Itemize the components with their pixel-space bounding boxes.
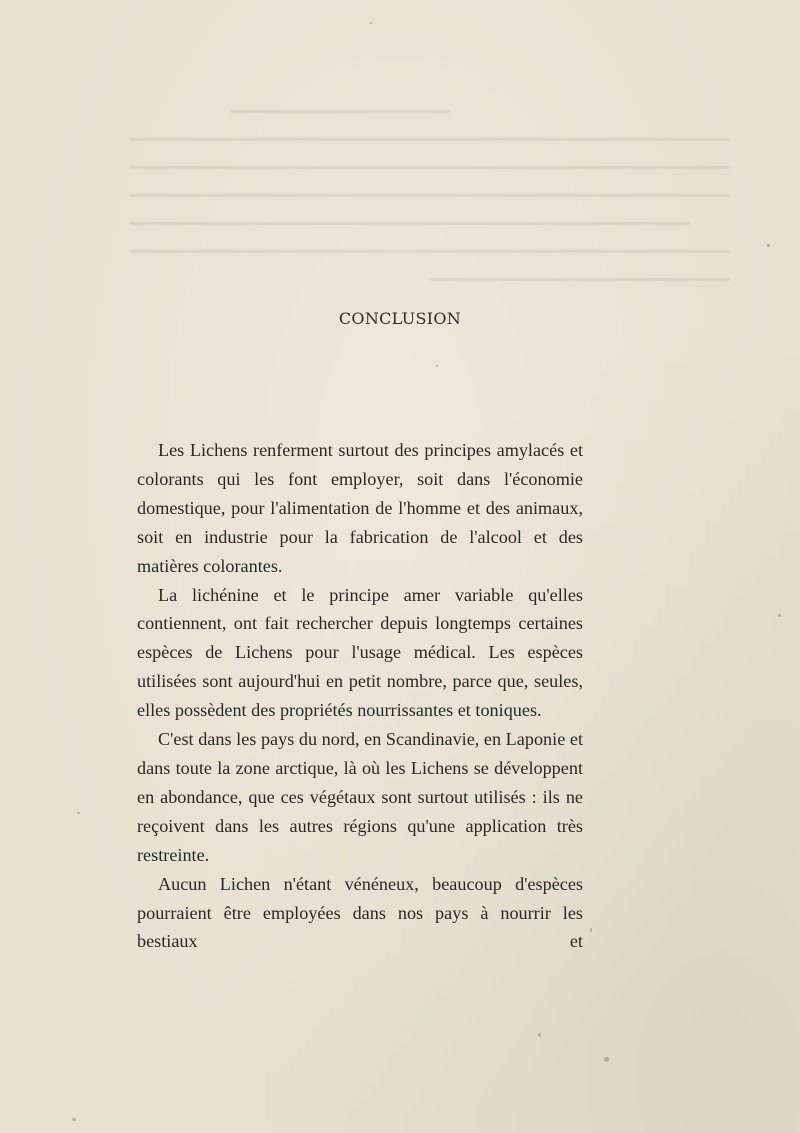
show-through-line bbox=[130, 138, 730, 141]
show-through-line bbox=[230, 110, 450, 113]
paragraph: C'est dans les pays du nord, en Scandinavie, en Laponie et dans toute la zone arctique, là où les Lichens se développent en abondance, que ces végétaux sont surtout utilisés : ils ne reçoivent dans les autres régions qu'une application très restreinte. bbox=[137, 729, 583, 865]
paper-speck bbox=[77, 812, 80, 814]
paper-speck bbox=[767, 244, 770, 247]
show-through-line bbox=[130, 194, 730, 197]
paragraph: Aucun Lichen n'étant vénéneux, beaucoup d'espèces pourraient être employées dans nos pays à nourrir les bestiaux et bbox=[137, 873, 583, 952]
paragraph: La lichénine et le principe amer variable qu'elles contiennent, ont fait rechercher depuis longtemps certaines espèces de Lichens pour l'usage médical. Les espèces utilisées sont aujourd'hui en petit nombre, parce que, seules, elles possèdent des propriétés nourrissantes et toniques. bbox=[137, 584, 583, 721]
paragraph: Les Lichens renferment surtout des principes amylacés et colorants qui les font employer, soit dans l'économie domestique, pour l'alimentation de l'homme et des animaux, soit en industrie pour la fabrication de l'alcool et des matières colorantes. bbox=[137, 440, 583, 576]
paper-speck bbox=[436, 365, 438, 367]
body-text bbox=[137, 436, 583, 956]
show-through-line bbox=[130, 222, 690, 225]
paper-speck bbox=[604, 1057, 609, 1062]
paper-speck bbox=[370, 22, 372, 24]
paper-speck bbox=[538, 1033, 541, 1037]
paper-speck bbox=[72, 1118, 76, 1121]
paper-speck bbox=[590, 928, 592, 932]
paper-speck bbox=[778, 614, 781, 617]
show-through-line bbox=[430, 278, 730, 281]
show-through-line bbox=[130, 250, 730, 253]
show-through-line bbox=[130, 166, 730, 169]
page-title: CONCLUSION bbox=[338, 309, 462, 328]
